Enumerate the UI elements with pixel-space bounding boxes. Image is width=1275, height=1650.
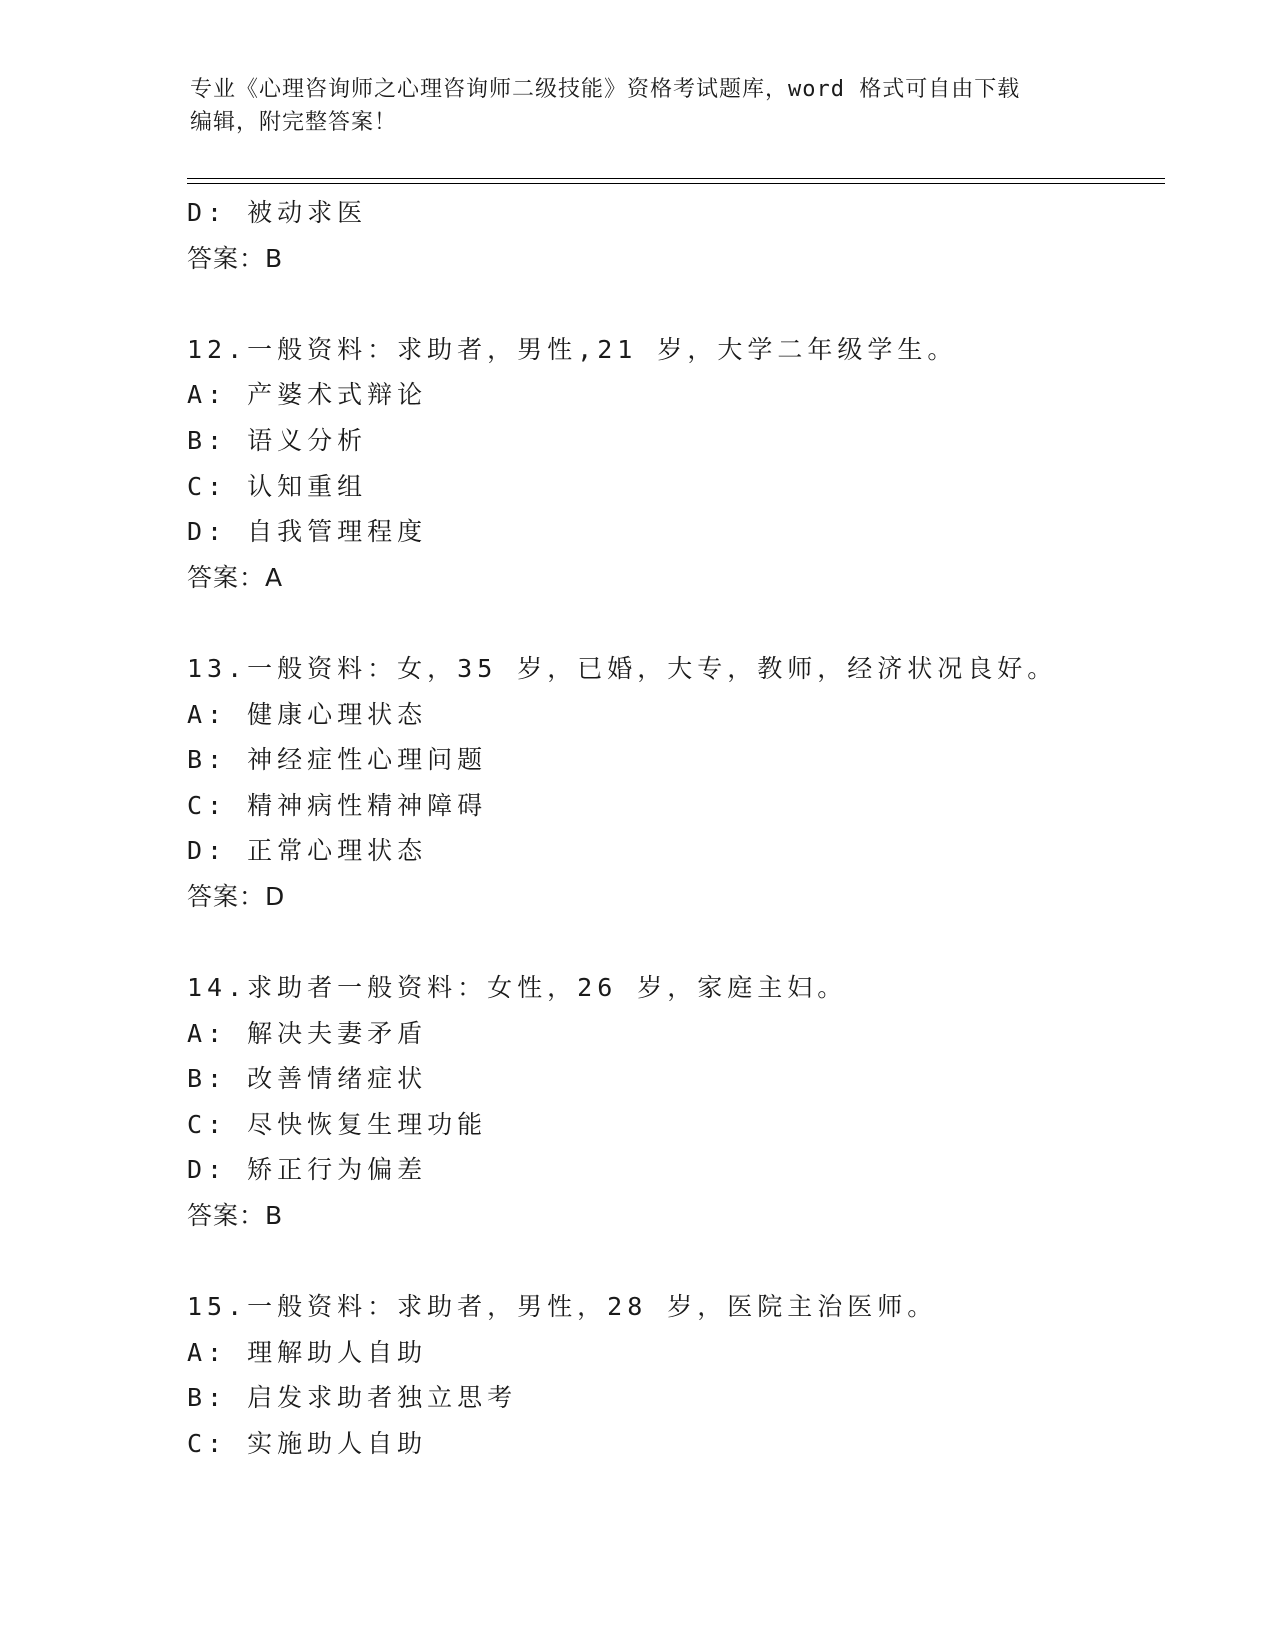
option-b: B: 改善情绪症状	[187, 1064, 428, 1094]
spacer	[187, 600, 1167, 646]
option-b: B: 语义分析	[187, 425, 368, 455]
option-c: C: 尽快恢复生理功能	[187, 1109, 488, 1139]
question-stem: 14.求助者一般资料：女性，26 岁，家庭主妇。	[187, 973, 848, 1003]
question-11-tail	[187, 190, 1167, 281]
question-stem: 15.一般资料：求助者，男性，28 岁，医院主治医师。	[187, 1292, 938, 1322]
answer-line: 答案：B	[187, 243, 284, 273]
question-13	[187, 646, 1167, 920]
question-stem: 13.一般资料：女，35 岁，已婚，大专，教师，经济状况良好。	[187, 653, 1058, 683]
option-c: C: 精神病性精神障碍	[187, 790, 488, 820]
option-a: A: 解决夫妻矛盾	[187, 1018, 428, 1048]
header-line-1: 专业《心理咨询师之心理咨询师二级技能》资格考试题库，word 格式可自由下载	[190, 77, 1021, 102]
question-list	[187, 190, 1167, 1467]
document-header	[190, 73, 1090, 139]
answer-line: 答案：B	[187, 1201, 284, 1231]
option-d: D: 被动求医	[187, 198, 368, 227]
option-b: B: 神经症性心理问题	[187, 745, 488, 775]
spacer	[187, 1239, 1167, 1285]
option-d: D: 矫正行为偏差	[187, 1155, 428, 1185]
option-d: D: 自我管理程度	[187, 517, 428, 547]
answer-line: 答案：A	[187, 562, 284, 592]
answer-line: 答案：D	[187, 881, 286, 911]
spacer	[187, 281, 1167, 327]
header-double-rule	[187, 178, 1165, 184]
option-c: C: 实施助人自助	[187, 1429, 428, 1459]
header-line-2: 编辑，附完整答案！	[190, 110, 398, 135]
spacer	[187, 920, 1167, 966]
question-stem: 12.一般资料：求助者，男性,21 岁，大学二年级学生。	[187, 334, 958, 364]
option-c: C: 认知重组	[187, 471, 368, 501]
question-15	[187, 1284, 1167, 1466]
option-d: D: 正常心理状态	[187, 836, 428, 866]
option-a: A: 产婆术式辩论	[187, 380, 428, 410]
option-a: A: 理解助人自助	[187, 1337, 428, 1367]
question-12	[187, 327, 1167, 601]
option-b: B: 启发求助者独立思考	[187, 1383, 518, 1413]
question-14	[187, 965, 1167, 1239]
option-a: A: 健康心理状态	[187, 699, 428, 729]
